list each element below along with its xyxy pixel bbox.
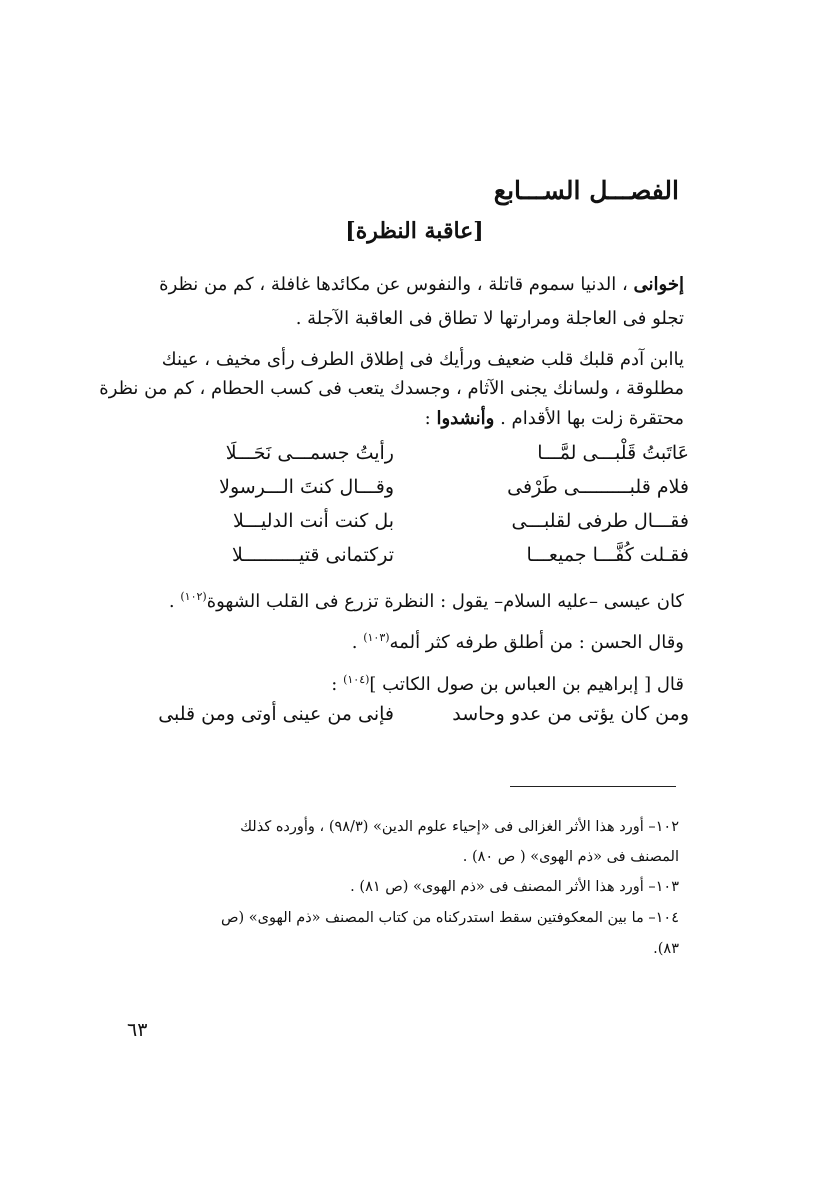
final-verse	[134, 697, 689, 731]
paragraph-1-line-1	[159, 268, 684, 302]
footnote-104-line-1: ١٠٤– ما بين المعكوفتين سقط استدركناه من كتاب المصنف «ذم الهوى» (ص	[221, 910, 679, 926]
chapter-title: الفصـــل الســـابع	[493, 176, 679, 205]
footnote-ref: (١٠٢)	[180, 590, 207, 603]
paragraph-2-line-2: مطلوقة ، ولسانك يجنى الآثام ، وجسدك يتعب فى كسب الحطام ، كم من نظرة	[99, 378, 684, 399]
page-number: ٦٣	[127, 1019, 148, 1041]
footnote-separator	[510, 786, 676, 787]
footnote-102-line-1: ١٠٢– أورد هذا الأثر الغزالى فى «إحياء علوم الدين» (٩٨/٣) ، وأورده كذلك	[240, 819, 679, 835]
punctuation: .	[351, 632, 364, 653]
quote-isa	[169, 580, 684, 619]
punctuation: .	[168, 591, 181, 612]
footnote-103: ١٠٣– أورد هذا الأثر المصنف فى «ذم الهوى» (ص ٨١) .	[350, 879, 679, 895]
verse-first-hemistich: فقـلت كُفَّـــا جميعـــا	[526, 544, 689, 566]
quote-text: قال [ إبراهيم بن العباس بن صول الكاتب ]	[369, 674, 684, 695]
lead-word: إخوانى	[633, 274, 684, 295]
footnote-104-line-2: ٨٣).	[653, 941, 679, 957]
punctuation: :	[331, 674, 344, 695]
verse-first-hemistich: فقـــال طرفى لقلبـــى	[511, 510, 689, 532]
footnote-102-line-2: المصنف فى «ذم الهوى» ( ص ٨٠) .	[462, 849, 679, 865]
verse-first-hemistich: ومن كان يؤتى من عدو وحاسد	[452, 703, 689, 725]
verse-second-hemistich: رأيتُ جسمـــى نَحَـــلَا	[225, 442, 394, 464]
verse-second-hemistich: فإنى من عينى أوتى ومن قلبى	[158, 703, 394, 725]
poem-verses	[134, 436, 689, 572]
paragraph-text: محتقرة زلت بها الأقدام .	[500, 408, 684, 429]
verse-row	[134, 697, 689, 731]
verse-first-hemistich: عَاتَبتُ قَلْبـــى لمَّـــا	[537, 442, 689, 464]
paragraph-text: ، الدنيا سموم قاتلة ، والنفوس عن مكائدها غافلة ، كم من نظرة	[159, 274, 634, 295]
verse-row	[134, 504, 689, 538]
verse-row	[134, 470, 689, 504]
recitation-keyword: وأنشدوا	[436, 408, 495, 429]
punctuation: :	[424, 408, 437, 429]
verse-row	[134, 436, 689, 470]
quote-text: كان عيسى –عليه السلام– يقول : النظرة تزرع فى القلب الشهوة	[206, 591, 684, 612]
quote-hasan	[352, 621, 684, 660]
footnote-ref: (١٠٣)	[363, 631, 390, 644]
paragraph-1-line-2: تجلو فى العاجلة ومرارتها لا تطاق فى العاقبة الآجلة .	[295, 308, 684, 329]
footnote-ref: (١٠٤)	[343, 673, 370, 686]
quote-text: وقال الحسن : من أطلق طرفه كثر ألمه	[389, 632, 684, 653]
verse-second-hemistich: بل كنت أنت الدليـــلا	[232, 510, 394, 532]
verse-second-hemistich: وقـــال كنتَ الـــرسولا	[219, 476, 394, 498]
paragraph-2-line-1: ياابن آدم قلبك قلب ضعيف ورأيك فى إطلاق الطرف رأى مخيف ، عينك	[161, 349, 684, 370]
paragraph-2-line-3	[425, 402, 684, 436]
verse-row	[134, 538, 689, 572]
verse-first-hemistich: فلام قلبـــــــــى طَرْفى	[507, 476, 689, 498]
verse-second-hemistich: تركتمانى قتيــــــــــلا	[231, 544, 394, 566]
section-subtitle: [عاقبة النظرة]	[345, 218, 484, 244]
